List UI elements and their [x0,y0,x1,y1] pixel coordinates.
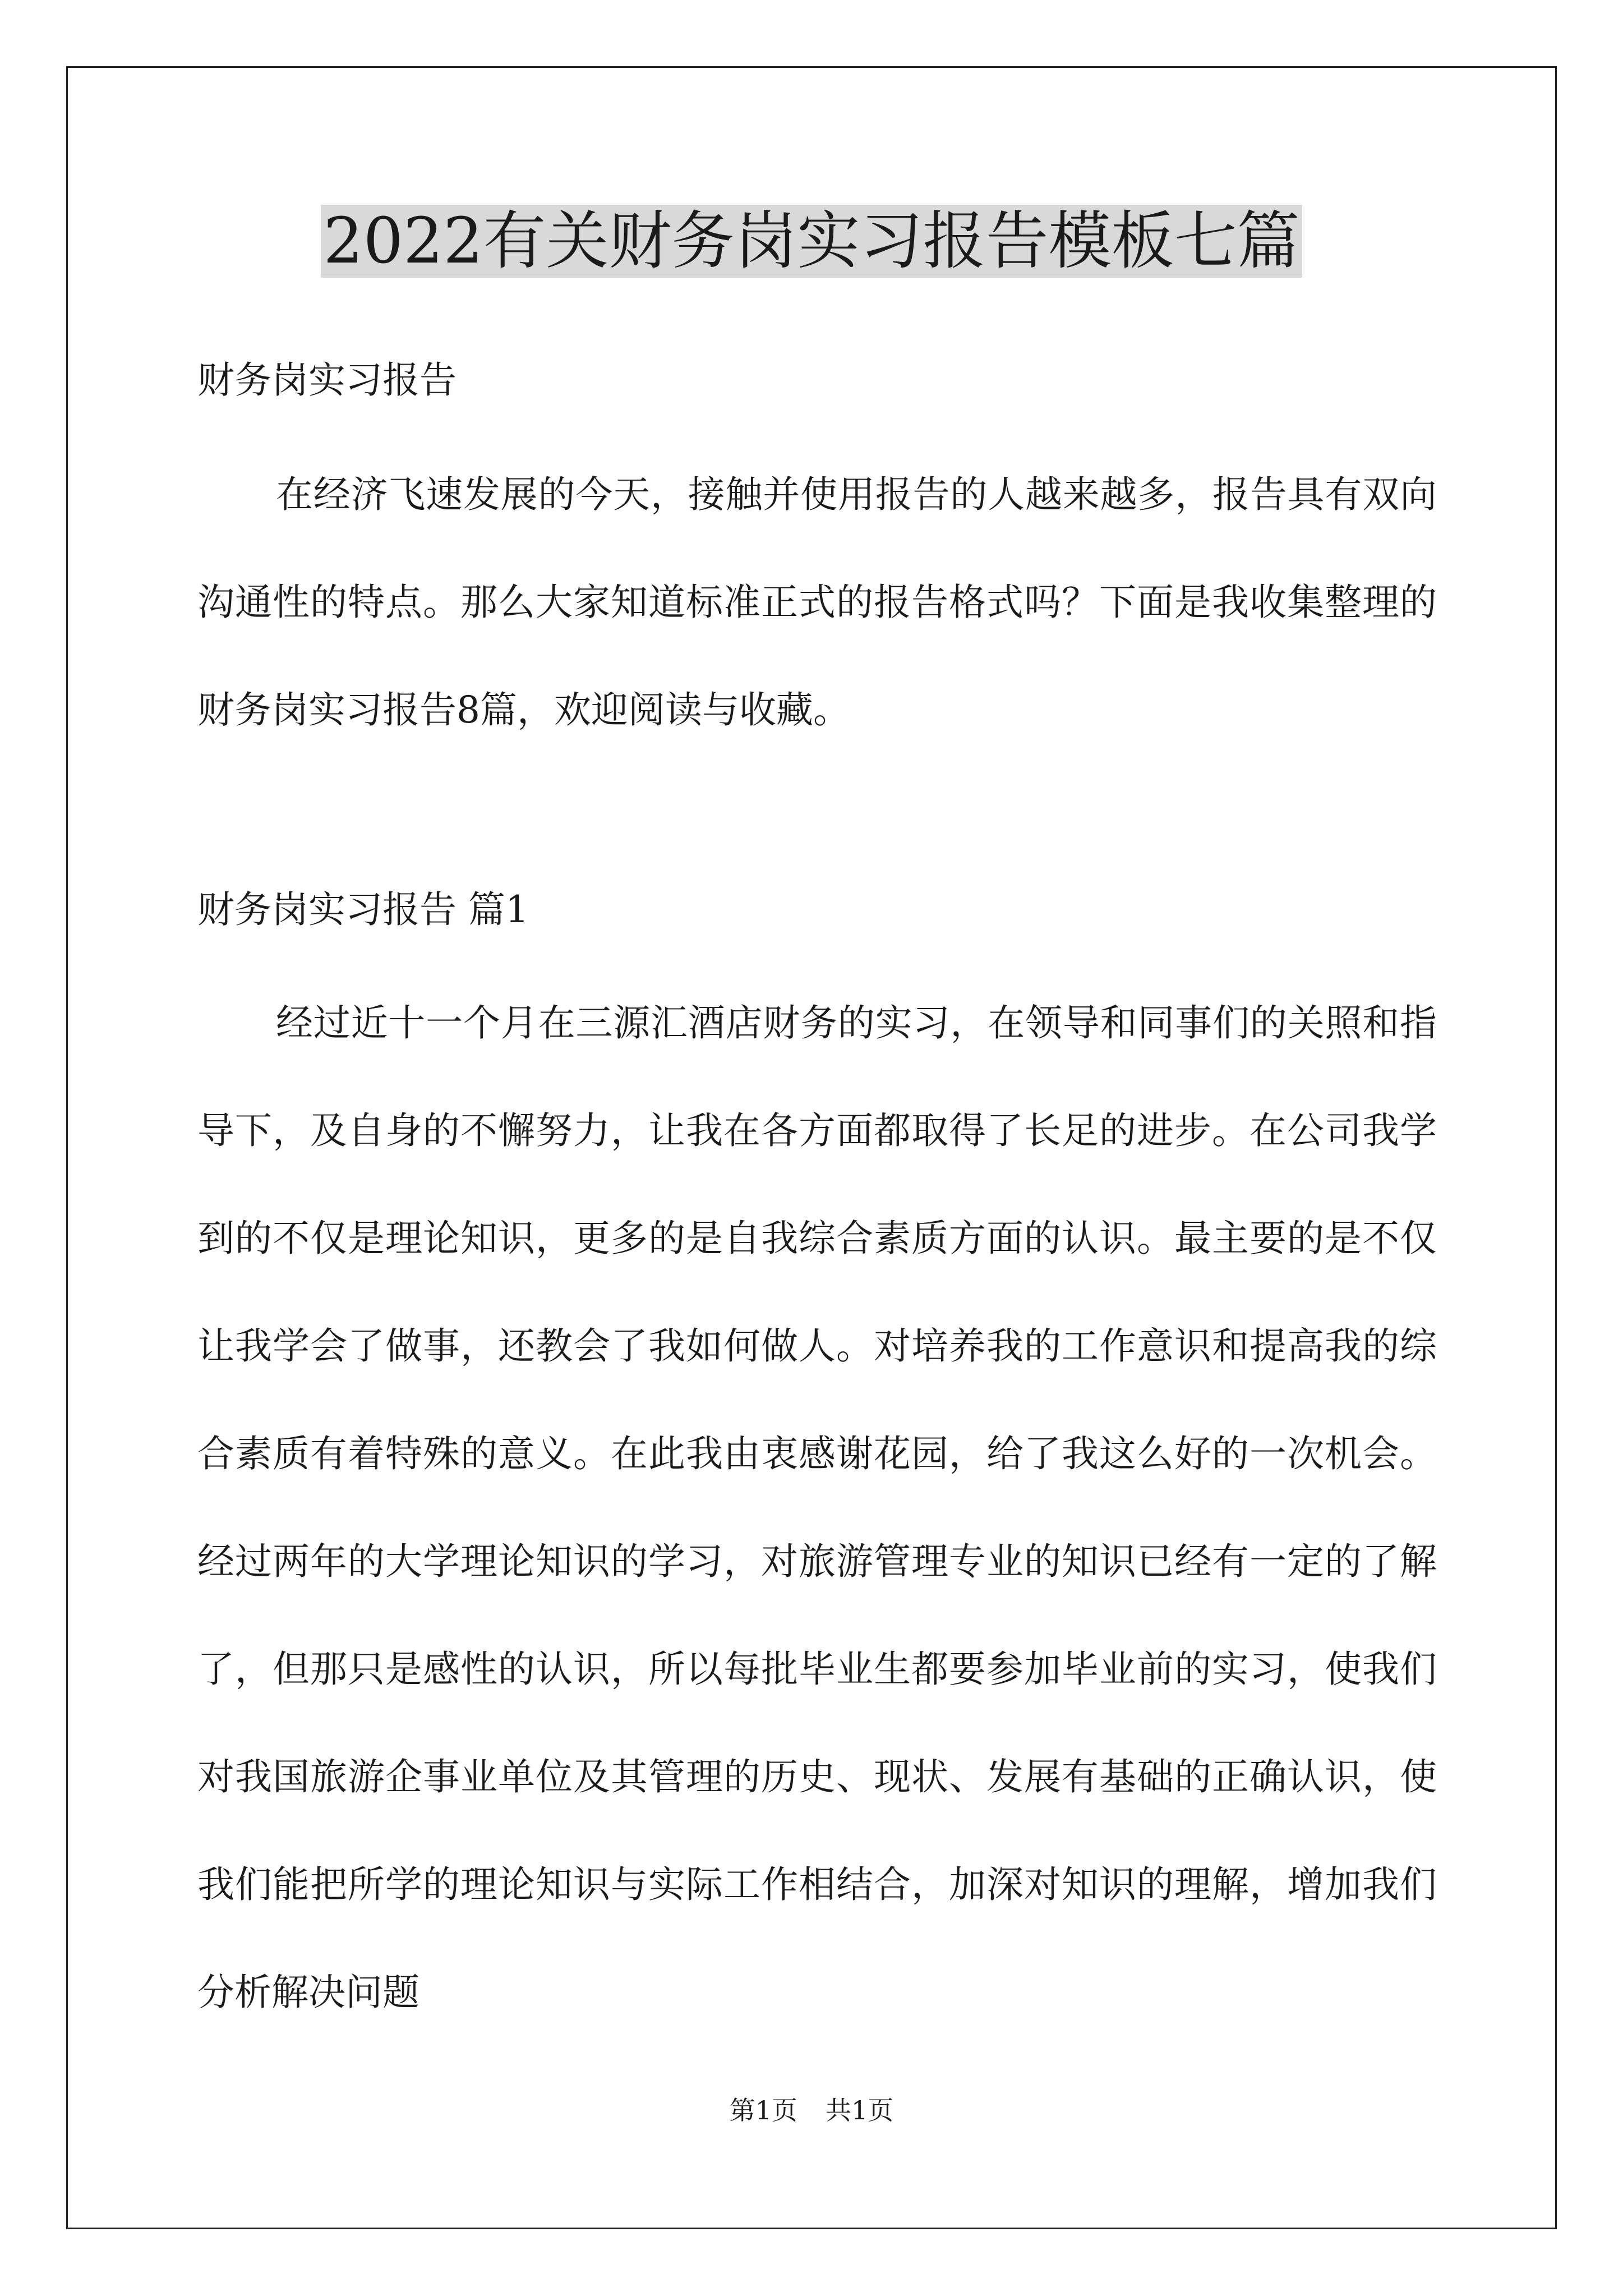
intro-paragraph: 在经济飞速发展的今天，接触并使用报告的人越来越多，报告具有双向沟通性的特点。那么大家知道标准正式的报告格式吗？下面是我收集整理的财务岗实习报告8篇，欢迎阅读与收藏。 [197,473,1437,731]
document-title [0,199,1623,283]
page-total: 共1页 [826,2095,894,2125]
page-footer [0,2093,1623,2127]
body-paragraph: 经过近十一个月在三源汇酒店财务的实习，在领导和同事们的关照和指导下，及自身的不懈努力，让我在各方面都取得了长足的进步。在公司我学到的不仅是理论知识，更多的是自我综合素质方面的认识。最主要的是不仅让我学会了做事，还教会了我如何做人。对培养我的工作意识和提高我的综合素质有着特殊的意义。在此我由衷感谢花园，给了我这么好的一次机会。经过两年的大学理论知识的学习，对旅游管理专业的知识已经有一定的了解了，但那只是感性的认识，所以每批毕业生都要参加毕业前的实习，使我们对我国旅游企事业单位及其管理的历史、现状、发展有基础的正确认识，使我们能把所学的理论知识与实际工作相结合，加深对知识的理解，增加我们分析解决问题 [197,1001,1437,2014]
page-number: 第1页 [729,2095,797,2125]
section-heading: 财务岗实习报告 [197,358,457,402]
document-title-text: 2022有关财务岗实习报告模板七篇 [321,205,1302,278]
chapter-heading: 财务岗实习报告 篇1 [197,888,529,931]
